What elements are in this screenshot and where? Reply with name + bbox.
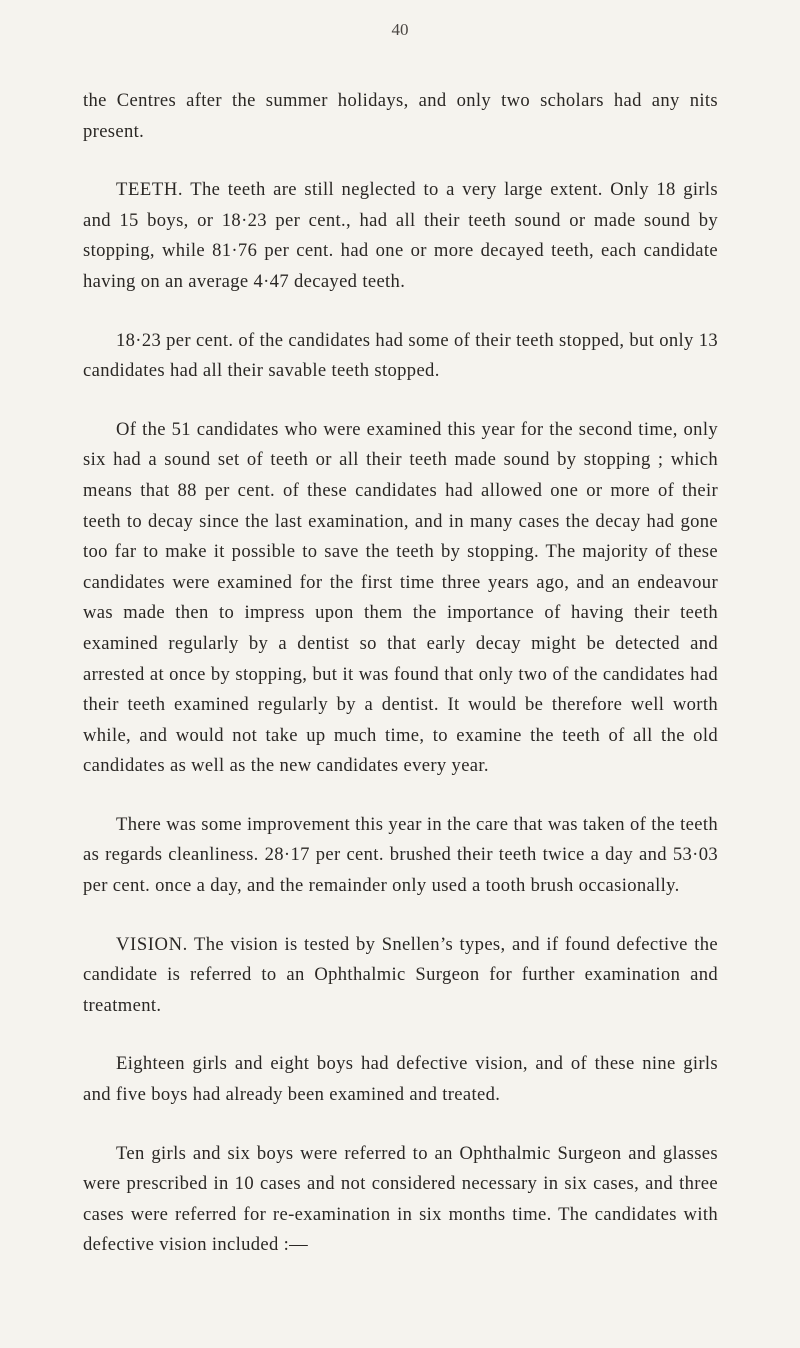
section-heading-vision: VISION. bbox=[116, 933, 188, 955]
paragraph-vision bbox=[83, 930, 718, 1022]
paragraph-text: The vision is tested by Snellen’s types, and if found defective the candidate is referred to an Ophthalmic Surgeon for further examination and treatment. bbox=[83, 933, 718, 1016]
paragraph-defective-vision: Eighteen girls and eight boys had defective vision, and of these nine girls and five boys had already been examined and treated. bbox=[83, 1053, 718, 1106]
paragraph-continuation: the Centres after the summer holidays, and only two scholars had any nits present. bbox=[83, 90, 718, 142]
paragraph-stopped: 18·23 per cent. of the candidates had some of their teeth stopped, but only 13 candidates had all their savable teeth stopped. bbox=[83, 329, 718, 382]
section-heading-teeth: TEETH. bbox=[116, 179, 184, 201]
body-text bbox=[83, 86, 718, 1289]
paragraph-teeth bbox=[83, 175, 718, 297]
page-number: 40 bbox=[391, 20, 409, 39]
paragraph-referred: Ten girls and six boys were referred to an Ophthalmic Surgeon and glasses were prescribed in 10 cases and not considered necessary in six cases, and three cases were referred for re-examination in six months time. The candidates with defective vision included :— bbox=[83, 1142, 718, 1256]
paragraph-second-examination: Of the 51 candidates who were examined this year for the second time, only six had a sound set of teeth or all their teeth made sound by stopping ; which means that 88 per cent. of these candidates had allowed one or more of their teeth to decay since the last examination, and in many cases the decay had gone too far to make it possible to save the teeth by stopping. The majority of these candidates were examined for the first time three years ago, and an endeavour was made then to impress upon them the importance of having their teeth examined regularly by a dentist so that early decay might be detected and arrested at once by stopping, but it was found that only two of the candidates had their teeth examined regularly by a dentist. It would be therefore well worth while, and would not take up much time, to examine the teeth of all the old candidates as well as the new candidates every year. bbox=[83, 418, 718, 777]
paragraph-cleanliness: There was some improvement this year in the care that was taken of the teeth as regards cleanliness. 28·17 per cent. brushed their teeth twice a day and 53·03 per cent. once a day, and the remainder only used a tooth brush occasionally. bbox=[83, 813, 718, 897]
paragraph-text: The teeth are still neglected to a very large extent. Only 18 girls and 15 boys, or 18·23 per cent., had all their teeth sound or made sound by stopping, while 81·76 per cent. had one or more decayed teeth, each candidate having on an average 4·47 decayed teeth. bbox=[83, 179, 718, 292]
